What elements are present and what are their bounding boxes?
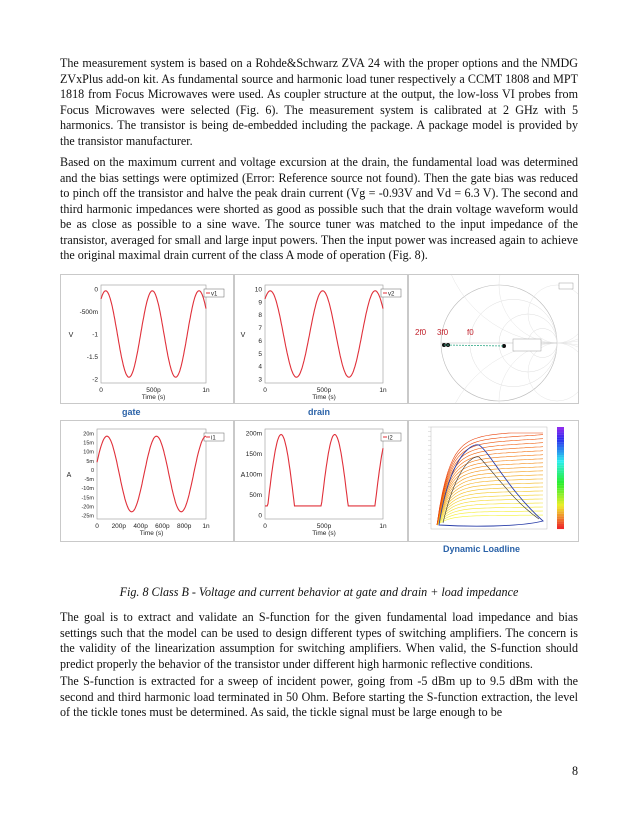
x-tick-label: 400p bbox=[133, 523, 148, 530]
y-tick-label: 20m bbox=[83, 431, 94, 438]
y-tick-label: 3 bbox=[258, 376, 262, 384]
y-tick-label: 150m bbox=[245, 451, 262, 458]
x-tick-label: 1n bbox=[379, 523, 387, 530]
colorbar-cell bbox=[557, 478, 564, 481]
colorbar-cell bbox=[557, 455, 564, 458]
colorbar-cell bbox=[557, 440, 564, 443]
x-axis-label: Time (s) bbox=[312, 530, 336, 537]
y-tick-label: -20m bbox=[81, 504, 94, 511]
label-dynamic-loadline: Dynamic Loadline bbox=[443, 544, 521, 554]
y-axis-unit: A bbox=[240, 472, 246, 479]
drain-voltage-plot bbox=[235, 275, 407, 403]
colorbar-cell bbox=[557, 460, 564, 463]
colorbar-cell bbox=[557, 453, 564, 456]
smith-chart bbox=[409, 275, 578, 403]
smith-harmonic-label: 2f0 bbox=[415, 328, 427, 337]
page-number: 8 bbox=[571, 764, 578, 778]
gate-voltage-plot bbox=[61, 275, 233, 403]
panel-drain-current bbox=[234, 420, 408, 542]
colorbar-cell bbox=[557, 491, 564, 494]
colorbar-cell bbox=[557, 483, 564, 486]
drain-current-plot bbox=[235, 421, 407, 541]
x-tick-label: 500p bbox=[316, 387, 332, 394]
y-tick-label: -500m bbox=[79, 309, 98, 316]
y-tick-label: 100m bbox=[245, 471, 262, 479]
x-tick-label: 0 bbox=[263, 523, 267, 530]
x-tick-label: 1n bbox=[202, 387, 210, 394]
y-tick-label: 9 bbox=[258, 299, 262, 307]
colorbar-cell bbox=[557, 511, 564, 514]
colorbar-cell bbox=[557, 445, 564, 448]
y-tick-label: 5m bbox=[86, 458, 94, 465]
colorbar-cell bbox=[557, 473, 564, 476]
y-tick-label: -15m bbox=[81, 495, 94, 502]
panel-gate-current bbox=[60, 420, 234, 542]
colorbar-cell bbox=[557, 430, 564, 433]
colorbar-cell bbox=[557, 488, 564, 491]
colorbar-cell bbox=[557, 493, 564, 496]
waveform-trace bbox=[265, 435, 383, 506]
y-tick-label: 0 bbox=[90, 467, 94, 474]
y-tick-label: -25m bbox=[81, 513, 94, 520]
colorbar-cell bbox=[557, 526, 564, 529]
x-tick-label: 500p bbox=[316, 523, 332, 530]
y-tick-label: -2 bbox=[92, 376, 98, 384]
colorbar-cell bbox=[557, 498, 564, 501]
y-tick-label: -10m bbox=[81, 486, 94, 493]
paragraph-bias-settings: Based on the maximum current and voltage excursion at the drain, the fundamental load was determined and the bias settings were optimized (Error: Reference source not found). Then the gate bias was reduced to pinch off the transistor and halve the peak drain current (Vg = -0.93V and Vd = 6.3 V). The second and third harmonic impedances were shorted as good as possible such that the drain voltage waveform would be as close as possible to a sine wave. The source tuner was matched to the input impedance of the transistor, averaged for small and large input powers. Then the input power was increased again to achieve the original maximal drain current of the class A mode of operation (Fig. 8). bbox=[60, 155, 578, 262]
smith-harmonic-label: f0 bbox=[467, 328, 474, 337]
y-tick-label: 0 bbox=[258, 512, 262, 520]
paragraph-s-function: The S-function is extracted for a sweep of incident power, going from -5 dBm up to 9.5 dBm with the second and third harmonic load terminated in 50 Ohm. Before starting the S-function extraction, the level of the tickle tones must be determined. As said, the tickle signal must be large enough to be bbox=[60, 674, 578, 719]
x-tick-label: 600p bbox=[155, 523, 170, 530]
label-gate: gate bbox=[122, 407, 141, 417]
colorbar-cell bbox=[557, 432, 564, 435]
waveform-trace bbox=[265, 291, 383, 377]
gate-current-plot bbox=[61, 421, 233, 541]
y-axis-unit: A bbox=[66, 472, 72, 479]
colorbar-cell bbox=[557, 470, 564, 473]
colorbar-cell bbox=[557, 514, 564, 517]
panel-dynamic-loadline bbox=[408, 420, 579, 542]
x-tick-label: 1n bbox=[379, 387, 387, 394]
paragraph-goal: The goal is to extract and validate an S-function for the given fundamental load impedance and bias settings such that the model can be used to design different types of switching amplifiers. The concern is the validity of the linearization assumption for switching amplifiers. When valid, the S-function should predict properly the behavior of the transistor under different high harmonic reflective conditions. bbox=[60, 610, 578, 671]
panel-smith-chart bbox=[408, 274, 579, 404]
y-tick-label: -1.5 bbox=[86, 354, 98, 361]
y-tick-label: -5m bbox=[84, 477, 94, 484]
colorbar-cell bbox=[557, 481, 564, 484]
y-tick-label: 50m bbox=[249, 492, 262, 499]
colorbar-cell bbox=[557, 486, 564, 489]
x-tick-label: 0 bbox=[263, 387, 267, 394]
plot-frame bbox=[101, 285, 206, 383]
colorbar-cell bbox=[557, 524, 564, 527]
legend-label: v2 bbox=[388, 291, 395, 298]
x-tick-label: 0 bbox=[99, 387, 103, 394]
y-tick-label: -1 bbox=[92, 331, 98, 339]
y-axis-unit: V bbox=[68, 332, 74, 339]
waveform-trace bbox=[101, 291, 206, 377]
y-tick-label: 10 bbox=[254, 286, 262, 294]
legend-label: v1 bbox=[211, 291, 218, 298]
y-tick-label: 6 bbox=[258, 337, 262, 345]
panel-gate-voltage bbox=[60, 274, 234, 404]
x-tick-label: 800p bbox=[176, 523, 192, 530]
x-axis-label: Time (s) bbox=[312, 394, 336, 401]
colorbar-cell bbox=[557, 458, 564, 461]
colorbar-cell bbox=[557, 442, 564, 445]
panel-drain-voltage bbox=[234, 274, 408, 404]
colorbar-cell bbox=[557, 475, 564, 478]
smith-legend-box bbox=[559, 283, 573, 289]
colorbar-cell bbox=[557, 435, 564, 438]
y-tick-label: 0 bbox=[94, 286, 98, 294]
colorbar-cell bbox=[557, 450, 564, 453]
figure-caption: Fig. 8 Class B - Voltage and current behavior at gate and drain + load impedance bbox=[119, 585, 519, 599]
y-tick-label: 7 bbox=[258, 325, 262, 333]
colorbar-cell bbox=[557, 504, 564, 507]
y-tick-label: 8 bbox=[258, 312, 262, 320]
figure-class-b bbox=[60, 274, 577, 559]
colorbar-cell bbox=[557, 468, 564, 471]
smith-readout-box bbox=[513, 339, 541, 351]
colorbar-cell bbox=[557, 437, 564, 440]
y-axis-unit: V bbox=[240, 332, 246, 339]
paragraph-measurement-system: The measurement system is based on a Rohde&Schwarz ZVA 24 with the proper options and the NMDG ZVxPlus add-on kit. As fundamental source and harmonic load tuner respectively a CCMT 1808 and MPT 1818 from Focus Microwaves were used. As coupler structure at the output, the low-loss VI probes from Focus Microwaves were selected (Fig. 6). The measurement system is calibrated at 2 GHz with 5 harmonics. The transistor is being de-embedded including the package. A package model is provided by the transistor manufacturer. bbox=[60, 56, 578, 148]
y-tick-label: 15m bbox=[83, 440, 94, 447]
legend-label: i2 bbox=[388, 435, 393, 442]
x-axis-label: Time (s) bbox=[141, 394, 166, 401]
colorbar-cell bbox=[557, 496, 564, 499]
colorbar-cell bbox=[557, 519, 564, 522]
x-tick-label: 500p bbox=[146, 387, 161, 394]
y-tick-label: 10m bbox=[83, 449, 94, 456]
x-tick-label: 0 bbox=[95, 523, 99, 530]
dynamic-loadline-plot bbox=[409, 421, 578, 541]
colorbar-cell bbox=[557, 506, 564, 509]
colorbar-cell bbox=[557, 501, 564, 504]
plot-frame bbox=[265, 285, 383, 383]
x-axis-label: Time (s) bbox=[139, 530, 164, 537]
colorbar-cell bbox=[557, 427, 564, 430]
colorbar-cell bbox=[557, 521, 564, 524]
colorbar-cell bbox=[557, 463, 564, 466]
waveform-trace bbox=[97, 436, 206, 512]
label-drain: drain bbox=[308, 407, 331, 417]
legend-label: i1 bbox=[211, 435, 216, 442]
y-tick-label: 5 bbox=[258, 350, 262, 358]
colorbar-cell bbox=[557, 516, 564, 519]
x-tick-label: 1n bbox=[202, 523, 210, 530]
y-tick-label: 200m bbox=[245, 430, 262, 438]
colorbar-cell bbox=[557, 447, 564, 450]
smith-harmonic-label: 3f0 bbox=[437, 328, 449, 337]
colorbar-cell bbox=[557, 465, 564, 468]
x-tick-label: 200p bbox=[111, 523, 127, 530]
y-tick-label: 4 bbox=[258, 363, 262, 371]
colorbar-cell bbox=[557, 509, 564, 512]
